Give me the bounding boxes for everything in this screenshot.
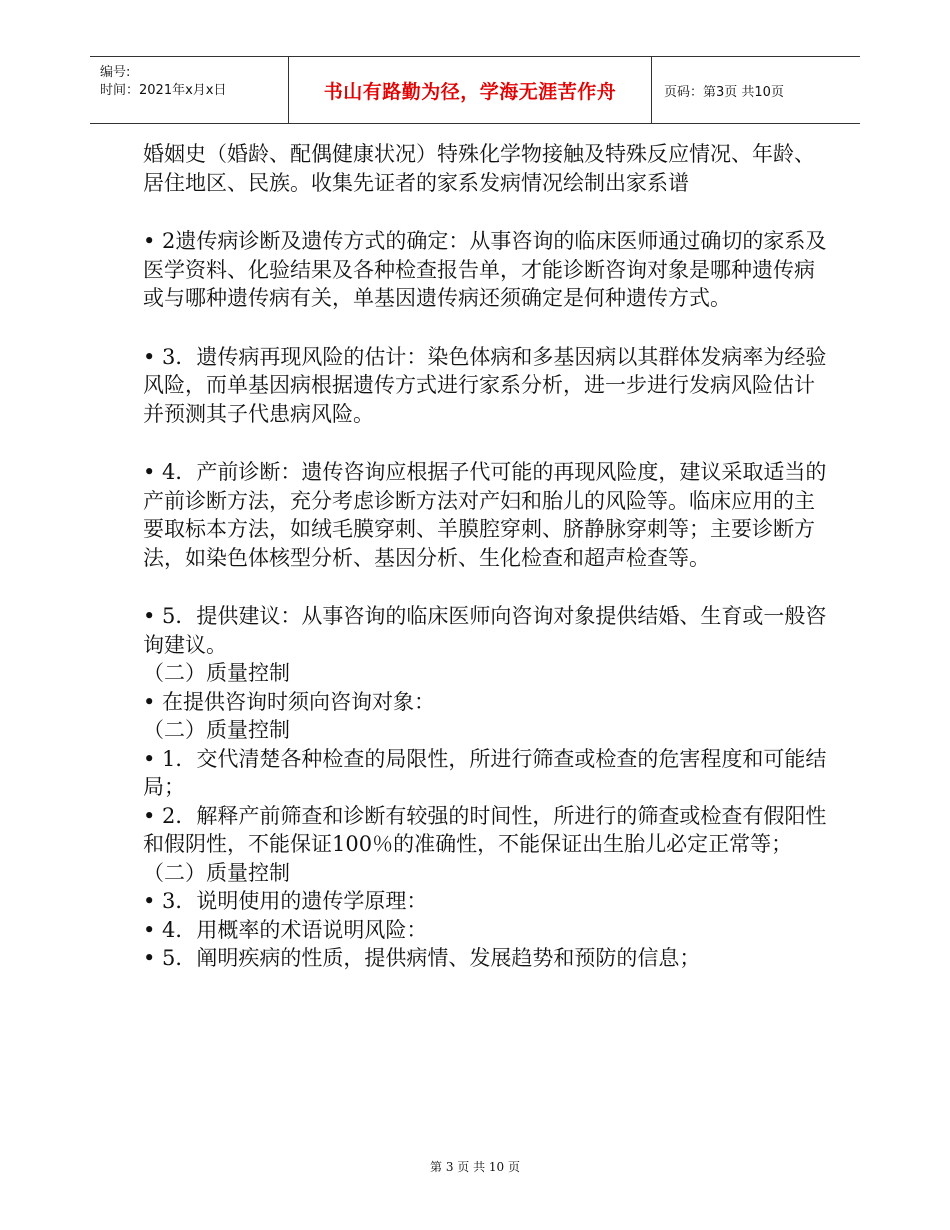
motto-text: 书山有路勤为径，学海无涯苦作舟 bbox=[323, 80, 617, 103]
paragraph: • 5．阐明疾病的性质，提供病情、发展趋势和预防的信息； bbox=[143, 946, 701, 970]
header-motto-cell bbox=[288, 57, 652, 123]
page-footer bbox=[0, 1158, 950, 1175]
paragraph: • 2遗传病诊断及遗传方式的确定：从事咨询的临床医师通过确切的家系及医学资料、化验结果及各种检查报告单，才能诊断咨询对象是哪种遗传病或与哪种遗传病有关，单基因遗传病还须确定是何种遗传方式。 bbox=[143, 229, 827, 310]
footer-page-number: 第 3 页 共 10 页 bbox=[430, 1160, 520, 1174]
paragraph: • 4．用概率的术语说明风险： bbox=[143, 917, 428, 942]
section-heading: （二）质量控制 bbox=[143, 718, 290, 742]
section-heading: （二）质量控制 bbox=[143, 661, 290, 685]
document-body bbox=[143, 140, 833, 973]
paragraph: • 1．交代清楚各种检查的局限性，所进行筛查或检查的危害程度和可能结局； bbox=[143, 746, 827, 799]
document-header bbox=[90, 56, 860, 124]
header-page-cell bbox=[652, 57, 860, 123]
paragraph: 婚姻史（婚龄、配偶健康状况）特殊化学物接触及特殊反应情况、年龄、居住地区、民族。收集先证者的家系发病情况绘制出家系谱 bbox=[143, 142, 815, 195]
paragraph: • 在提供咨询时须向咨询对象： bbox=[143, 689, 436, 714]
paragraph: • 5．提供建议：从事咨询的临床医师向咨询对象提供结婚、生育或一般咨询建议。 bbox=[143, 604, 827, 657]
time-label: 时间：2021年x月x日 bbox=[100, 83, 227, 98]
serial-number-label: 编号: bbox=[100, 65, 131, 80]
paragraph: • 2．解释产前筛查和诊断有较强的时间性，所进行的筛查或检查有假阳性和假阴性，不能保证100％的准确性，不能保证出生胎儿必定正常等； bbox=[143, 803, 827, 856]
header-meta-cell bbox=[90, 57, 288, 123]
page-info: 页码：第3页 共10页 bbox=[664, 84, 784, 100]
paragraph: • 3．说明使用的遗传学原理： bbox=[143, 889, 428, 913]
section-heading: （二）质量控制 bbox=[143, 860, 290, 885]
paragraph: • 3．遗传病再现风险的估计：染色体病和多基因病以其群体发病率为经验风险，而单基因病根据遗传方式进行家系分析，进一步进行发病风险估计并预测其子代患病风险。 bbox=[143, 344, 827, 426]
paragraph: • 4．产前诊断：遗传咨询应根据子代可能的再现风险度，建议采取适当的产前诊断方法，充分考虑诊断方法对产妇和胎儿的风险等。临床应用的主要取标本方法，如绒毛膜穿刺、羊膜腔穿刺、脐静脉穿刺等；主要诊断方法，如染色体核型分析、基因分析、生化检查和超声检查等。 bbox=[143, 460, 827, 570]
